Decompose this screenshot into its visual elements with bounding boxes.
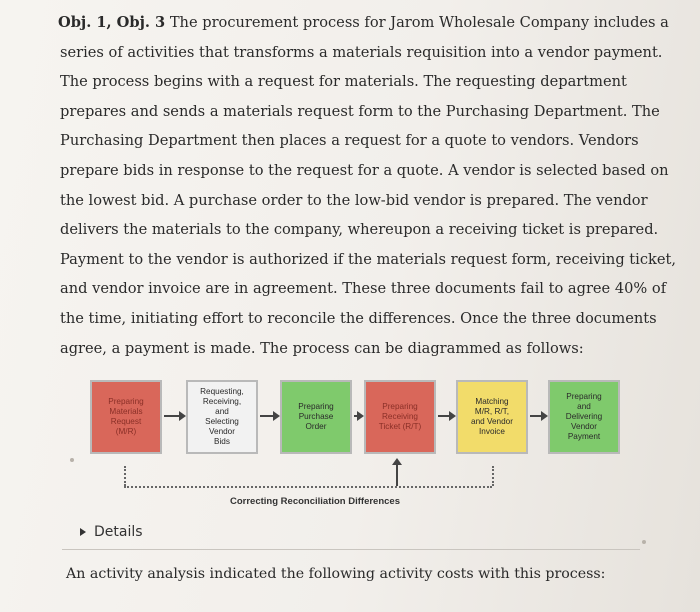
divider <box>62 549 640 550</box>
process-step-receiving-ticket: Preparing Receiving Ticket (R/T) <box>364 380 436 454</box>
diagram-caption: Correcting Reconciliation Differences <box>230 496 400 507</box>
flow-arrow <box>354 415 362 417</box>
paper-speck <box>70 458 74 462</box>
paragraph-line-8: delivers the materials to the company, whereupon a receiving ticket is prepared. <box>60 221 659 239</box>
process-diagram <box>80 370 640 510</box>
paper-speck <box>642 540 646 544</box>
process-step-purchase-order: Preparing Purchase Order <box>280 380 352 454</box>
flow-arrow <box>260 415 278 417</box>
paragraph-line-9: Payment to the vendor is authorized if the materials request form, receiving ticket, <box>60 250 676 268</box>
flow-arrow <box>164 415 184 417</box>
details-label: Details <box>94 524 143 540</box>
process-step-matching: Matching M/R, R/T, and Vendor Invoice <box>456 380 528 454</box>
paragraph-line-7: the lowest bid. A purchase order to the low-bid vendor is prepared. The vendor <box>60 191 648 209</box>
paragraph-line-5: Purchasing Department then places a request for a quote to vendors. Vendors <box>60 132 639 150</box>
paragraph-line-11: the time, initiating effort to reconcile the differences. Once the three documents <box>60 309 657 327</box>
flow-arrow <box>530 415 546 417</box>
paragraph-line-1: Obj. 1, Obj. 3 The procurement process for Jarom Wholesale Company includes a <box>58 14 669 31</box>
activity-analysis-text: An activity analysis indicated the following activity costs with this process: <box>66 566 606 582</box>
feedback-line <box>124 486 492 488</box>
process-step-materials-request: Preparing Materials Request (M/R) <box>90 380 162 454</box>
objective-reference: Obj. 1, Obj. 3 <box>58 14 166 31</box>
paragraph-line-4: prepares and sends a materials request form to the Purchasing Department. The <box>60 102 660 120</box>
details-toggle[interactable] <box>80 524 143 540</box>
feedback-line <box>492 466 494 486</box>
paragraph-line-12: agree, a payment is made. The process can be diagrammed as follows: <box>60 339 584 357</box>
problem-paragraph <box>58 8 676 363</box>
feedback-line <box>124 466 126 486</box>
flow-arrow <box>438 415 454 417</box>
process-step-vendor-bids: Requesting, Receiving, and Selecting Vendor Bids <box>186 380 258 454</box>
paragraph-line-3: The process begins with a request for materials. The requesting department <box>60 73 627 91</box>
caret-right-icon <box>80 528 86 536</box>
process-step-vendor-payment: Preparing and Delivering Vendor Payment <box>548 380 620 454</box>
paragraph-line-10: and vendor invoice are in agreement. These three documents fail to agree 40% of <box>60 280 667 298</box>
feedback-arrow <box>396 462 398 486</box>
paragraph-line-6: prepare bids in response to the request for a quote. A vendor is selected based on <box>60 161 669 179</box>
paragraph-line-2: series of activities that transforms a materials requisition into a vendor payment. <box>60 43 663 61</box>
